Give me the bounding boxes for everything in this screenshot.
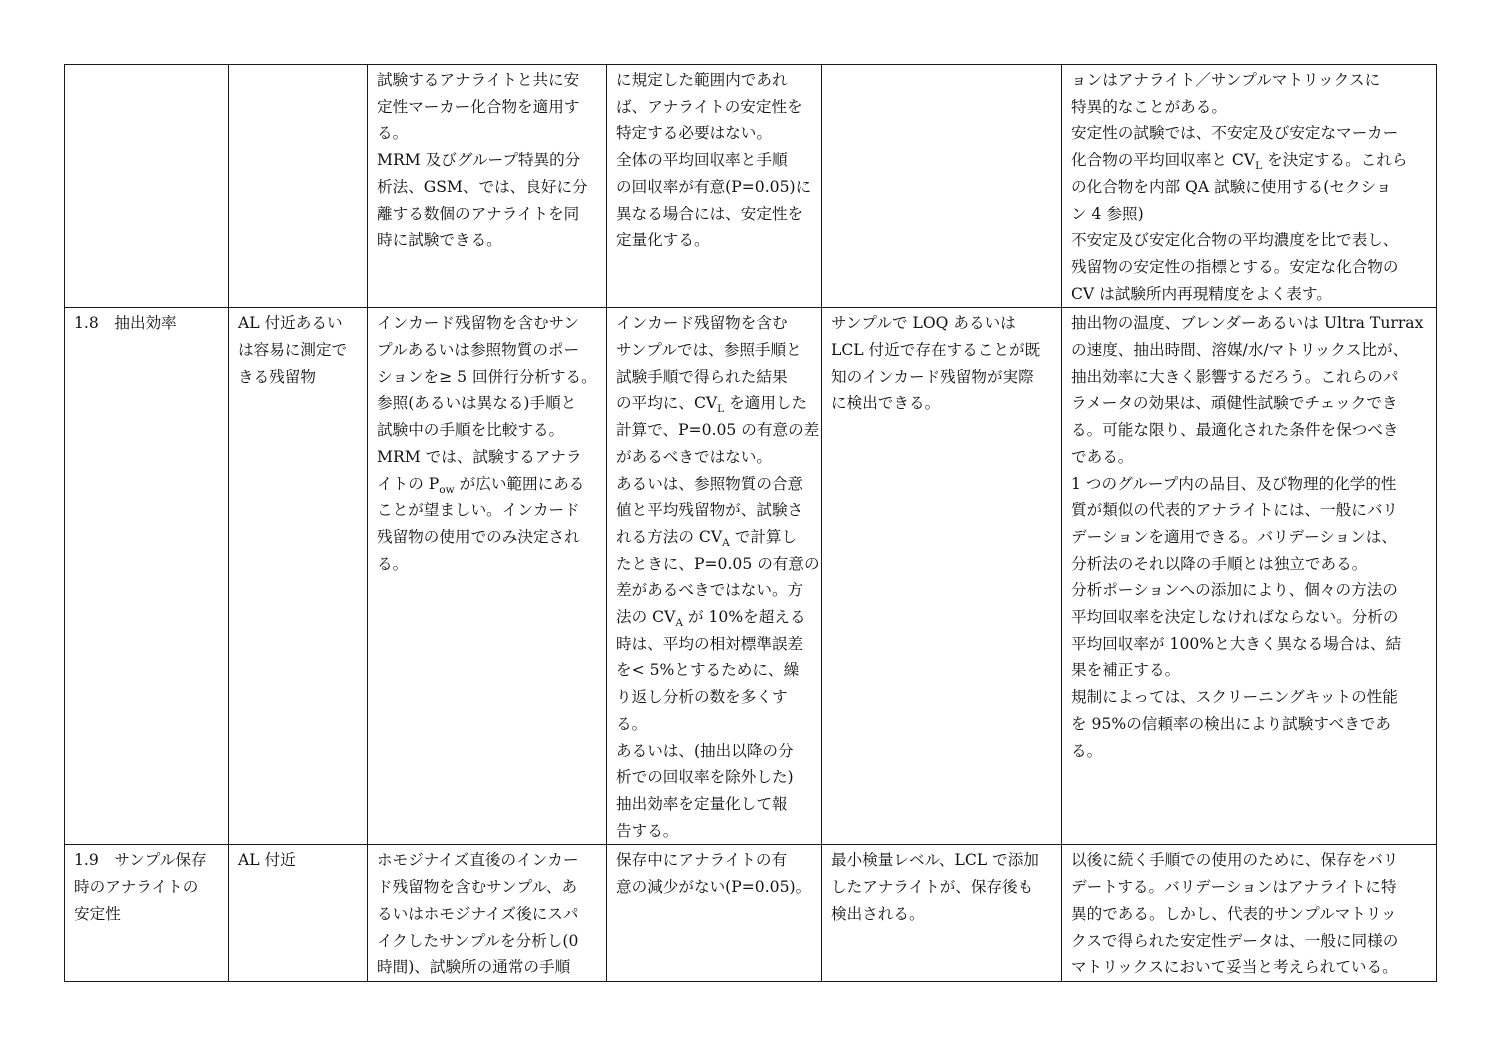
cell-text-line: LCL 付近で存在することが既: [831, 341, 1041, 360]
cell-text-line: 特定する必要はない。: [616, 124, 772, 143]
cell-text-line: マトリックスにおいて妥当と考えられている。: [1071, 958, 1398, 977]
cell-text-line: AL 付近: [238, 851, 296, 870]
cell-text-line: る。可能な限り、最適化された条件を保つべき: [1071, 421, 1399, 440]
cell-text-line: サンプルでは、参照手順と: [616, 341, 802, 360]
cell-text-line: に検出できる。: [831, 394, 941, 413]
cell-text-line: 質が類似の代表的アナライトには、一般にバリ: [1071, 501, 1399, 520]
cell-text-line: 最小検量レベル、LCL で添加: [831, 851, 1039, 870]
cell-text-line: デートする。バリデーションはアナライトに特: [1071, 878, 1397, 897]
cell-text-line: 計算で、P=0.05 の有意の差: [616, 421, 820, 440]
procedure-cell: [368, 308, 607, 845]
parameter-cell: [65, 845, 229, 982]
cell-text-line: 法の $CV_A$ が 10%を超える: [616, 608, 806, 630]
cell-text-line: の化合物を内部 QA 試験に使用する(セクショ: [1071, 177, 1392, 196]
cell-text-line: れる方法の $CV_A$ で計算し: [616, 527, 798, 550]
table-row: [65, 65, 1437, 308]
cell-text-line: る。: [1071, 741, 1103, 760]
cell-text-line: 分析ポーションへの添加により、個々の方法の: [1071, 581, 1398, 600]
parameter-cell: [65, 65, 229, 308]
cell-text-line: 定性マーカー化合物を適用す: [377, 97, 580, 116]
cell-text-line: 保存中にアナライトの有: [616, 851, 788, 870]
procedure-cell: [368, 845, 607, 982]
scope-cell: [229, 65, 368, 308]
cell-text-line: ド残留物を含むサンプル、あ: [377, 878, 578, 897]
notes-cell: [1062, 845, 1437, 982]
cell-text-line: 試験手順で得られた結果: [616, 367, 788, 386]
cell-text-line: があるべきではない。: [616, 447, 772, 466]
table-row: [65, 845, 1437, 982]
cell-text-line: ば、アナライトの安定性を: [616, 97, 803, 116]
cell-text-line: 異的である。しかし、代表的サンプルマトリッ: [1071, 904, 1397, 923]
cell-text-line: 析での回収率を除外した): [616, 768, 794, 787]
screening-cell: [822, 308, 1062, 845]
cell-text-line: 1.9 サンプル保存: [74, 851, 207, 870]
cell-text-line: を< 5%とするために、繰: [616, 661, 800, 680]
cell-text-line: プルあるいは参照物質のポー: [377, 341, 580, 360]
cell-text-line: ホモジナイズ直後のインカー: [377, 851, 579, 870]
cell-text-line: る。: [616, 714, 648, 733]
cell-text-line: イトの $P_{ow}$ が広い範囲にある: [377, 474, 585, 496]
cell-text-line: 時に試験できる。: [377, 231, 502, 250]
cell-text-line: 定量化する。: [616, 231, 710, 250]
cell-text-line: 抽出物の温度、ブレンダーあるいは Ultra Turrax: [1071, 314, 1424, 333]
cell-text-line: を 95%の信頼率の検出により試験すべきであ: [1071, 714, 1391, 733]
cell-text-line: きる残留物: [238, 367, 316, 386]
cell-text-line: 特異的なことがある。: [1071, 97, 1227, 116]
cell-text-line: あるいは、参照物質の合意: [616, 474, 804, 493]
cell-text-line: 離する数個のアナライトを同: [377, 204, 580, 223]
cell-text-line: の速度、抽出時間、溶媒/水/マトリックス比が、: [1071, 341, 1409, 360]
cell-text-line: 検出される。: [831, 904, 925, 923]
procedure-cell: [368, 65, 607, 308]
cell-text-line: 時間)、試験所の通常の手順: [377, 958, 571, 977]
cell-text-line: ラメータの効果は、頑健性試験でチェックでき: [1071, 394, 1398, 413]
cell-text-line: イクしたサンプルを分析し(0: [377, 931, 579, 950]
screening-cell: [822, 845, 1062, 982]
cell-text-line: 果を補正する。: [1071, 661, 1181, 680]
parameter-cell: [65, 308, 229, 845]
cell-text-line: 化合物の平均回収率と $CV_L$ を決定する。これら: [1071, 151, 1408, 173]
criteria-cell: [607, 845, 822, 982]
cell-text-line: 告する。: [616, 821, 679, 840]
cell-text-line: 残留物の安定性の指標とする。安定な化合物の: [1071, 257, 1399, 276]
cell-text-line: 差があるべきではない。方: [616, 581, 804, 600]
cell-text-line: クスで得られた安定性データは、一般に同様の: [1071, 931, 1399, 950]
cell-text-line: 1 つのグループ内の品目、及び物理的化学的性: [1071, 474, 1397, 493]
cell-text-line: に規定した範囲内であれ: [616, 71, 788, 89]
cell-text-line: デーションを適用できる。バリデーションは、: [1071, 527, 1397, 546]
scope-cell: [229, 845, 368, 982]
cell-text-line: 参照(あるいは異なる)手順と: [377, 394, 577, 413]
cell-text-line: 意の減少がない(P=0.05)。: [616, 878, 812, 897]
cell-text-line: 時は、平均の相対標準誤差: [616, 634, 804, 653]
validation-table: [64, 64, 1437, 982]
cell-text-line: 知のインカード残留物が実際: [831, 367, 1034, 386]
cell-text-line: 全体の平均回収率と手順: [616, 151, 788, 170]
cell-text-line: である。: [1071, 447, 1134, 466]
cell-text-line: 平均回収率が 100%と大きく異なる場合は、結: [1071, 634, 1402, 653]
cell-text-line: 試験中の手順を比較する。: [377, 421, 565, 440]
cell-text-line: 残留物の使用でのみ決定され: [377, 527, 580, 546]
cell-text-line: 不安定及び安定化合物の平均濃度を比で表し、: [1071, 231, 1399, 250]
cell-text-line: 析法、GSM、では、良好に分: [377, 177, 588, 196]
notes-cell: [1062, 65, 1437, 308]
cell-text-line: たときに、P=0.05 の有意の: [616, 554, 820, 573]
cell-text-line: ョンはアナライト／サンプルマトリックスに: [1071, 71, 1381, 89]
cell-text-line: AL 付近あるい: [238, 314, 343, 333]
table-row: [65, 308, 1437, 845]
notes-cell: [1062, 308, 1437, 845]
cell-text-line: るいはホモジナイズ後にスパ: [377, 904, 579, 923]
cell-text-line: 安定性: [74, 904, 121, 923]
screening-cell: [822, 65, 1062, 308]
cell-text-line: 値と平均残留物が、試験さ: [616, 501, 804, 520]
cell-text-line: 規制によっては、スクリーニングキットの性能: [1071, 688, 1398, 707]
cell-text-line: したアナライトが、保存後も: [831, 878, 1034, 897]
cell-text-line: り返し分析の数を多くす: [616, 688, 788, 707]
cell-text-line: る。: [377, 554, 409, 573]
scope-cell: [229, 308, 368, 845]
cell-text-line: ションを≥ 5 回併行分析する。: [377, 367, 597, 386]
cell-text-line: ン 4 参照): [1071, 204, 1144, 223]
cell-text-line: インカード残留物を含む: [616, 314, 788, 333]
cell-text-line: ことが望ましい。インカード: [377, 501, 580, 520]
cell-text-line: 分析法のそれ以降の手順とは独立である。: [1071, 554, 1368, 573]
cell-text-line: 1.8 抽出効率: [74, 314, 177, 333]
cell-text-line: 以後に続く手順での使用のために、保存をバリ: [1071, 851, 1399, 870]
cell-text-line: 抽出効率に大きく影響するだろう。これらのパ: [1071, 367, 1399, 386]
cell-text-line: サンプルで LOQ あるいは: [831, 314, 1016, 333]
criteria-cell: [607, 308, 822, 845]
criteria-cell: [607, 65, 822, 308]
cell-text-line: あるいは、(抽出以降の分: [616, 741, 794, 760]
cell-text-line: 平均回収率を決定しなければならない。分析の: [1071, 608, 1399, 627]
cell-text-line: 試験するアナライトと共に安: [377, 71, 580, 89]
cell-text-line: インカード残留物を含むサン: [377, 314, 579, 333]
cell-text-line: は容易に測定で: [238, 341, 348, 360]
cell-text-line: の回収率が有意(P=0.05)に: [616, 177, 812, 196]
cell-text-line: MRM では、試験するアナラ: [377, 447, 582, 466]
cell-text-line: 時のアナライトの: [74, 878, 199, 897]
cell-text-line: 異なる場合には、安定性を: [616, 204, 804, 223]
cell-text-line: CV は試験所内再現精度をよく表す。: [1071, 284, 1332, 303]
cell-text-line: MRM 及びグループ特異的分: [377, 151, 581, 170]
cell-text-line: 安定性の試験では、不安定及び安定なマーカー: [1071, 124, 1399, 143]
cell-text-line: 抽出効率を定量化して報: [616, 794, 788, 813]
cell-text-line: の平均に、$CV_L$ を適用した: [616, 394, 808, 416]
cell-text-line: る。: [377, 124, 409, 143]
